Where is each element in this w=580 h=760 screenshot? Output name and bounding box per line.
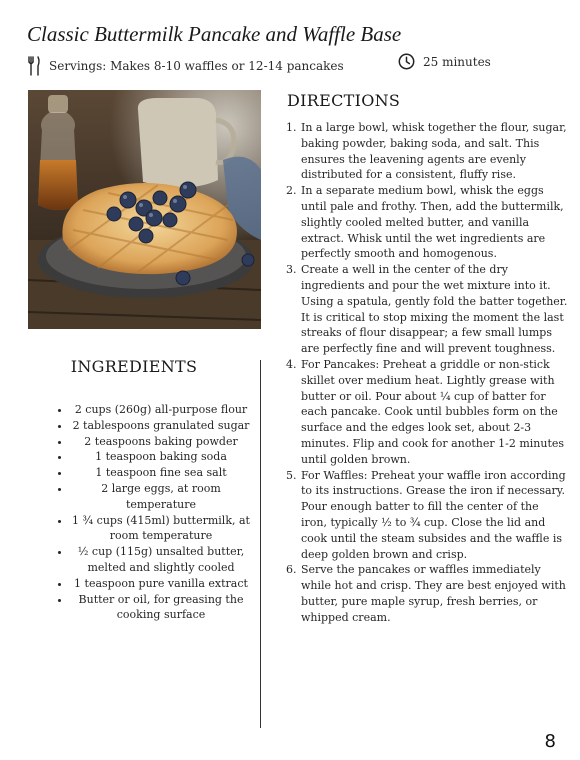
ingredient-item: • ½ cup (115g) unsalted butter, melted and slightly cooled <box>71 544 251 576</box>
ingredient-item: • 2 tablespoons granulated sugar <box>71 418 251 434</box>
directions-list <box>282 120 568 626</box>
ingredient-item: • 2 large eggs, at room temperature <box>71 481 251 513</box>
direction-step: 4. For Pancakes: Preheat a griddle or non-stick skillet over medium heat. Lightly grease with butter or oil. Pour about ¼ cup of batter for each pancake. Cook until bubbles form on the surface and the edges look set, about 2-3 minutes. Flip and cook for another 1-2 minutes until golden brown. <box>300 357 568 468</box>
servings-text: Servings: Makes 8-10 waffles or 12-14 pancakes <box>49 59 344 73</box>
waffle-photo <box>28 90 261 329</box>
direction-step: 6. Serve the pancakes or waffles immediately while hot and crisp. They are best enjoyed with butter, pure maple syrup, fresh berries, or whipped cream. <box>300 562 568 625</box>
servings-row <box>27 56 344 76</box>
page-number: 8 <box>544 731 556 752</box>
ingredient-item: • 1 teaspoon pure vanilla extract <box>71 576 251 592</box>
ingredient-item: • Butter or oil, for greasing the cooking surface <box>71 592 251 624</box>
time-text: 25 minutes <box>423 54 491 69</box>
fork-knife-icon <box>27 56 41 76</box>
ingredient-item: • 2 cups (260g) all-purpose flour <box>71 402 251 418</box>
clock-icon <box>398 53 415 70</box>
direction-step: 5. For Waffles: Preheat your waffle iron according to its instructions. Grease the iron if necessary. Pour enough batter to fill the center of the iron, typically ½ to ¾ cup. Close the lid and cook until the steam subsides and the waffle is deep golden brown and crisp. <box>300 468 568 563</box>
column-divider <box>260 360 261 728</box>
direction-step: 2. In a separate medium bowl, whisk the eggs until pale and frothy. Then, add the buttermilk, slightly cooled melted butter, and vanilla extract. Whisk until the wet ingredients are perfectly smooth and homogenous. <box>300 183 568 262</box>
ingredients-list <box>55 402 251 623</box>
direction-step: 1. In a large bowl, whisk together the flour, sugar, baking powder, baking soda, and salt. This ensures the leavening agents are evenly distributed for a consistent, fluffy rise. <box>300 120 568 183</box>
directions-heading: DIRECTIONS <box>287 91 401 110</box>
ingredient-item: • 1 teaspoon fine sea salt <box>71 465 251 481</box>
ingredient-item: • 2 teaspoons baking powder <box>71 434 251 450</box>
direction-step: 3. Create a well in the center of the dry ingredients and pour the wet mixture into it. Using a spatula, gently fold the batter together. It is critical to stop mixing the moment the last streaks of flour disappear; a few small lumps are perfectly fine and will prevent toughness. <box>300 262 568 357</box>
ingredients-heading: INGREDIENTS <box>70 357 198 376</box>
ingredient-item: • 1 teaspoon baking soda <box>71 449 251 465</box>
recipe-title: Classic Buttermilk Pancake and Waffle Base <box>27 22 402 46</box>
ingredient-item: • 1 ¾ cups (415ml) buttermilk, at room temperature <box>71 513 251 545</box>
time-row <box>398 53 491 70</box>
